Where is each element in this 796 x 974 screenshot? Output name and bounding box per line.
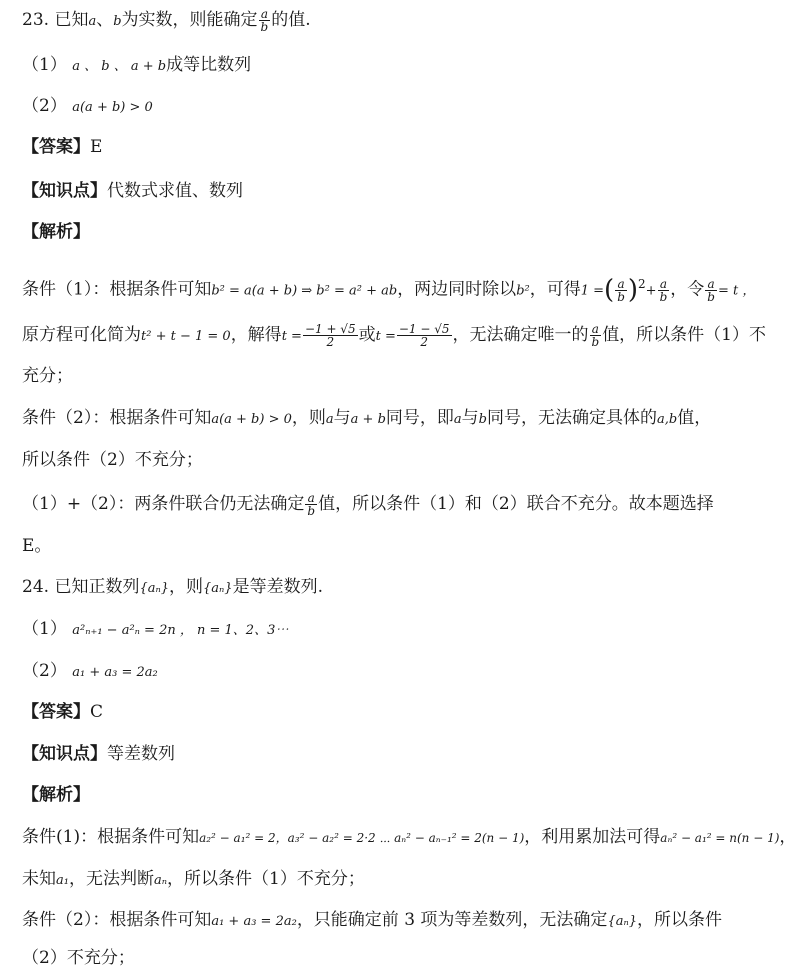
analysis-text: 同号，无法确定具体的 [486, 408, 657, 428]
q24-stem [22, 575, 785, 601]
analysis-math: a₁ + a₃ = 2a₂ [211, 914, 297, 929]
fraction-denominator: b [260, 20, 269, 34]
q23-analysis-line-7 [22, 534, 785, 558]
q24-answer [22, 700, 785, 724]
left-paren: ( [604, 275, 615, 306]
q24-analysis-line-4 [22, 946, 785, 970]
fraction-numerator: a [615, 278, 627, 291]
q23-answer [22, 135, 785, 159]
analysis-math: a + b [350, 412, 386, 427]
condition-math: a(a + b) > 0 [72, 100, 153, 115]
q23-analysis-label [22, 220, 785, 244]
analysis-text: ，无法判断 [68, 869, 154, 889]
fraction-numerator: a [259, 8, 271, 21]
knowledge-value: 代数式求值、数列 [107, 181, 243, 201]
fraction-numerator: −1 − √5 [398, 322, 450, 336]
q23-condition-2 [22, 94, 785, 120]
q23-analysis-line-1 [22, 272, 785, 304]
knowledge-value: 等差数列 [107, 744, 175, 764]
analysis-text: 值， [677, 408, 712, 428]
q24-knowledge [22, 742, 785, 766]
condition-math: a²ₙ₊₁ − a²ₙ = 2n ， n = 1、2、3⋯ [72, 623, 289, 638]
fraction-a-over-b [705, 278, 717, 303]
sequence-symbol: {aₙ} [139, 581, 170, 596]
answer-label: 【答案】 [22, 137, 90, 157]
exponent-2: 2 [638, 277, 646, 291]
stem-text: 为实数，则能确定 [121, 10, 258, 30]
analysis-text: ，则 [291, 408, 326, 428]
fraction-numerator: a [590, 323, 602, 336]
analysis-text: ，利用累加法可得 [524, 827, 661, 847]
q24-condition-1 [22, 617, 785, 643]
analysis-text: ，解得 [230, 325, 282, 345]
analysis-text: 条件（2）：根据条件可知 [22, 408, 212, 428]
fraction-a-over-b [305, 492, 317, 517]
right-paren: ) [627, 275, 639, 306]
analysis-text: ，只能确定前 3 项为等差数列，无法确定 [296, 910, 608, 930]
q23-knowledge [22, 179, 785, 203]
fraction-a-over-b [615, 278, 627, 303]
analysis-math: aₙ [153, 873, 167, 888]
knowledge-label: 【知识点】 [22, 181, 107, 201]
q23-condition-1 [22, 53, 785, 79]
condition-label: （2） [22, 661, 67, 681]
fraction-denominator: 2 [326, 335, 335, 349]
stem-end: 是等差数列. [232, 577, 323, 597]
analysis-text: 值，所以条件（1）不 [602, 325, 767, 345]
fraction-numerator: a [658, 278, 670, 291]
analysis-text: 充分； [22, 366, 73, 386]
q23-analysis-line-2 [22, 323, 785, 349]
analysis-text: 值，所以条件（1）和（2）联合不充分。故本题选择 [318, 494, 714, 514]
analysis-text: 条件(1)：根据条件可知 [22, 827, 200, 847]
analysis-label: 【解析】 [22, 222, 90, 242]
q24-analysis-line-1 [22, 825, 796, 850]
analysis-text: ，令 [670, 279, 705, 300]
knowledge-label: 【知识点】 [22, 744, 107, 764]
analysis-math: t = [281, 329, 302, 344]
answer-label: 【答案】 [22, 702, 90, 722]
analysis-text: 或 [358, 325, 376, 345]
analysis-text: 条件（2）：根据条件可知 [22, 910, 212, 930]
analysis-math: b [478, 412, 487, 427]
separator: 、 [96, 10, 114, 30]
stem-text: ，则 [169, 577, 204, 597]
analysis-text: 同号，即 [385, 408, 454, 428]
analysis-math: a₂² − a₁² = 2，a₃² − a₂² = 2·2 ⋯ aₙ² − aₙ₋₁² = 2(n − 1) [199, 831, 525, 845]
fraction-numerator: a [305, 492, 317, 505]
var-b: b [113, 14, 122, 29]
q24-analysis-label [22, 783, 785, 807]
condition-math: a 、 b 、 a + b [72, 59, 167, 74]
fraction-a-over-b [259, 8, 271, 33]
q23-analysis-line-6 [22, 492, 785, 517]
analysis-text: 与 [333, 408, 351, 428]
analysis-text: 未知 [22, 869, 56, 889]
analysis-text: 与 [461, 408, 479, 428]
fraction-denominator: 2 [420, 335, 428, 349]
fraction-denominator: b [659, 289, 668, 304]
analysis-math: b² = a(a + b) ⇒ b² = a² + ab [211, 283, 398, 299]
analysis-math: aₙ² − a₁² = n(n − 1) [660, 831, 780, 845]
answer-value: E [90, 137, 103, 157]
fraction-numerator: a [705, 278, 717, 291]
analysis-math: a₁ [56, 873, 69, 888]
fraction-denominator: b [307, 504, 316, 518]
q23-analysis-line-4 [22, 406, 785, 432]
q23-stem [22, 8, 785, 34]
analysis-text: ，两边同时除以 [397, 279, 517, 300]
fraction-numerator: −1 + √5 [304, 322, 356, 336]
analysis-math: = t ， [717, 283, 756, 299]
analysis-text: ，所以条件（1）不充分； [167, 869, 365, 889]
analysis-label: 【解析】 [22, 785, 90, 805]
condition-label: （1） [22, 619, 67, 639]
var-a: a [88, 14, 97, 29]
condition-label: （2） [22, 96, 67, 116]
analysis-text: 条件（1）：根据条件可知 [22, 279, 212, 300]
fraction-a-over-b [590, 323, 602, 348]
fraction-denominator: b [591, 335, 600, 349]
analysis-math: a [325, 412, 334, 427]
analysis-math: t² + t − 1 = 0 [141, 329, 231, 344]
q24-condition-2 [22, 659, 785, 685]
fraction-a-over-b [658, 278, 670, 303]
condition-label: （1） [22, 55, 67, 75]
analysis-math: a [453, 412, 462, 427]
q23-analysis-line-5 [22, 448, 785, 472]
analysis-text: ，无法确定唯一的 [452, 325, 589, 345]
analysis-text: （1）+（2）：两条件联合仍无法确定 [22, 494, 305, 514]
analysis-math: + [645, 283, 657, 299]
analysis-math: a,b [656, 412, 678, 427]
fraction-root-1 [303, 323, 358, 348]
analysis-text: ， [779, 827, 796, 847]
answer-value: C [90, 702, 104, 722]
stem-end: 的值. [271, 10, 311, 30]
analysis-math: t = [375, 329, 396, 344]
analysis-math: b² [516, 283, 530, 299]
q24-analysis-line-3 [22, 908, 785, 934]
analysis-math: 1 = [580, 283, 605, 299]
condition-text: 成等比数列 [166, 55, 252, 75]
condition-math: a₁ + a₃ = 2a₂ [72, 665, 158, 680]
analysis-text: ，所以条件 [637, 910, 722, 930]
fraction-root-2 [397, 323, 452, 348]
analysis-math: {aₙ} [607, 914, 637, 929]
analysis-text: 所以条件（2）不充分； [22, 450, 203, 470]
analysis-text: （2）不充分； [22, 948, 135, 968]
analysis-text: 原方程可化简为 [22, 325, 141, 345]
q23-analysis-line-3 [22, 364, 785, 388]
analysis-text: E。 [22, 536, 52, 556]
q24-number: 24. 已知正数列 [22, 577, 140, 597]
analysis-text: ，可得 [529, 279, 581, 300]
q23-number: 23. 已知 [22, 10, 89, 30]
analysis-math: a(a + b) > 0 [211, 412, 292, 427]
fraction-denominator: b [617, 289, 625, 304]
fraction-denominator: b [707, 289, 715, 304]
q24-analysis-line-2 [22, 867, 785, 893]
sequence-symbol: {aₙ} [203, 581, 233, 596]
